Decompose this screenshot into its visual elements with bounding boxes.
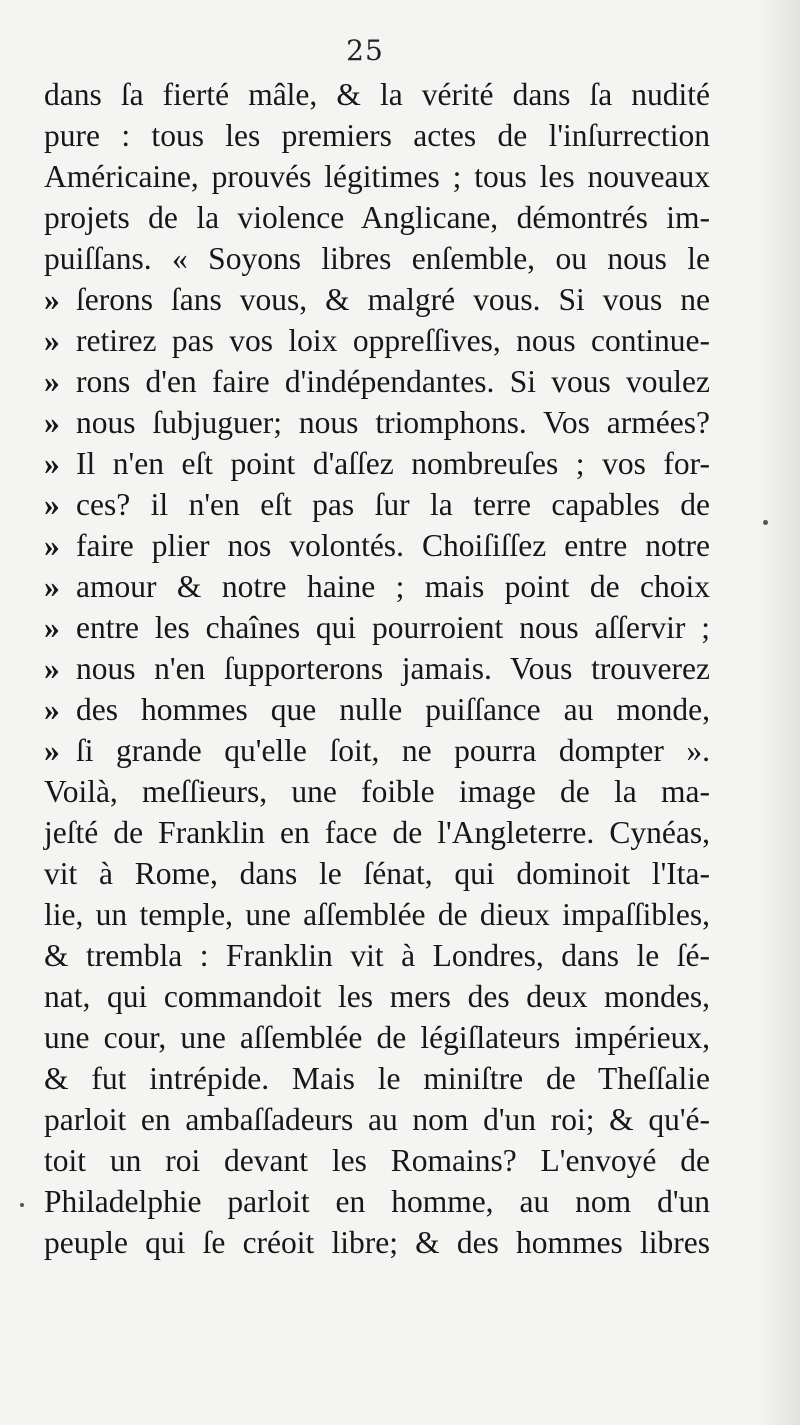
text-line xyxy=(44,1181,710,1222)
text-line xyxy=(44,935,710,976)
line-text: & trembla : Franklin vit à Londres, dans le ſé- xyxy=(44,938,710,973)
ink-speck xyxy=(20,1203,24,1207)
text-line xyxy=(44,74,710,115)
line-text: parloit en ambaſſadeurs au nom d'un roi; & qu'é- xyxy=(44,1102,710,1137)
text-line xyxy=(44,812,710,853)
text-line xyxy=(44,525,710,566)
text-line xyxy=(44,853,710,894)
line-text: peuple qui ſe créoit libre; & des hommes libres xyxy=(44,1225,710,1260)
text-line xyxy=(44,1222,710,1263)
text-line xyxy=(44,730,710,771)
line-text: une cour, une aſſemblée de légiſlateurs impérieux, xyxy=(44,1020,710,1055)
line-text: Américaine, prouvés légitimes ; tous les nouveaux xyxy=(44,159,710,194)
line-text: jeſté de Franklin en face de l'Angleterre. Cynéas, xyxy=(44,815,710,850)
guillemet-marker: » xyxy=(44,733,60,768)
guillemet-marker: » xyxy=(44,446,60,481)
line-text: lie, un temple, une aſſemblée de dieux impaſſibles, xyxy=(44,897,710,932)
text-line xyxy=(44,894,710,935)
text-line xyxy=(44,443,710,484)
text-line xyxy=(44,689,710,730)
line-text: pure : tous les premiers actes de l'inſurrection xyxy=(44,118,710,153)
line-text: Il n'en eſt point d'aſſez nombreuſes ; vos for- xyxy=(76,446,710,481)
guillemet-marker: » xyxy=(44,487,60,522)
guillemet-marker: » xyxy=(44,405,60,440)
text-line xyxy=(44,771,710,812)
line-text: Philadelphie parloit en homme, au nom d'un xyxy=(44,1184,710,1219)
guillemet-marker: » xyxy=(44,610,60,645)
line-text: toit un roi devant les Romains? L'envoyé de xyxy=(44,1143,710,1178)
guillemet-marker: » xyxy=(44,364,60,399)
text-line xyxy=(44,197,710,238)
line-text: nat, qui commandoit les mers des deux mondes, xyxy=(44,979,710,1014)
line-text: Voilà, meſſieurs, une foible image de la ma- xyxy=(44,774,710,809)
line-text: ſi grande qu'elle ſoit, ne pourra dompter ». xyxy=(76,733,710,768)
line-text: faire plier nos volontés. Choiſiſſez entre notre xyxy=(76,528,710,563)
ink-speck xyxy=(763,520,768,525)
text-line xyxy=(44,361,710,402)
line-text: rons d'en faire d'indépendantes. Si vous voulez xyxy=(76,364,710,399)
guillemet-marker: » xyxy=(44,323,60,358)
text-line xyxy=(44,1140,710,1181)
text-line xyxy=(44,607,710,648)
guillemet-marker: » xyxy=(44,282,60,317)
line-text: puiſſans. « Soyons libres enſemble, ou nous le xyxy=(44,241,710,276)
line-text: nous ſubjuguer; nous triomphons. Vos armées? xyxy=(76,405,710,440)
line-text: ces? il n'en eſt pas ſur la terre capables de xyxy=(76,487,710,522)
line-text: entre les chaînes qui pourroient nous aſſervir ; xyxy=(76,610,710,645)
text-line xyxy=(44,115,710,156)
line-text: projets de la violence Anglicane, démontrés im- xyxy=(44,200,710,235)
page-number: 25 xyxy=(346,34,384,67)
line-text: vit à Rome, dans le ſénat, qui dominoit l'Ita- xyxy=(44,856,710,891)
line-text: retirez pas vos loix oppreſſives, nous continue- xyxy=(76,323,710,358)
line-text: amour & notre haine ; mais point de choix xyxy=(76,569,710,604)
line-text: dans ſa fierté mâle, & la vérité dans ſa nudité xyxy=(44,77,710,112)
line-text: nous n'en ſupporterons jamais. Vous trouverez xyxy=(76,651,710,686)
text-line xyxy=(44,238,710,279)
guillemet-marker: » xyxy=(44,569,60,604)
line-text: des hommes que nulle puiſſance au monde, xyxy=(76,692,710,727)
guillemet-marker: » xyxy=(44,692,60,727)
body-text xyxy=(44,74,710,1263)
text-line xyxy=(44,1099,710,1140)
guillemet-marker: » xyxy=(44,528,60,563)
guillemet-marker: » xyxy=(44,651,60,686)
text-line xyxy=(44,320,710,361)
text-line xyxy=(44,1017,710,1058)
text-line xyxy=(44,156,710,197)
text-line xyxy=(44,566,710,607)
page-edge-shadow xyxy=(760,0,800,1425)
text-line xyxy=(44,648,710,689)
text-line xyxy=(44,484,710,525)
text-line xyxy=(44,402,710,443)
line-text: & fut intrépide. Mais le miniſtre de Theſſalie xyxy=(44,1061,710,1096)
text-line xyxy=(44,1058,710,1099)
line-text: ſerons ſans vous, & malgré vous. Si vous ne xyxy=(76,282,710,317)
text-line xyxy=(44,279,710,320)
text-line xyxy=(44,976,710,1017)
